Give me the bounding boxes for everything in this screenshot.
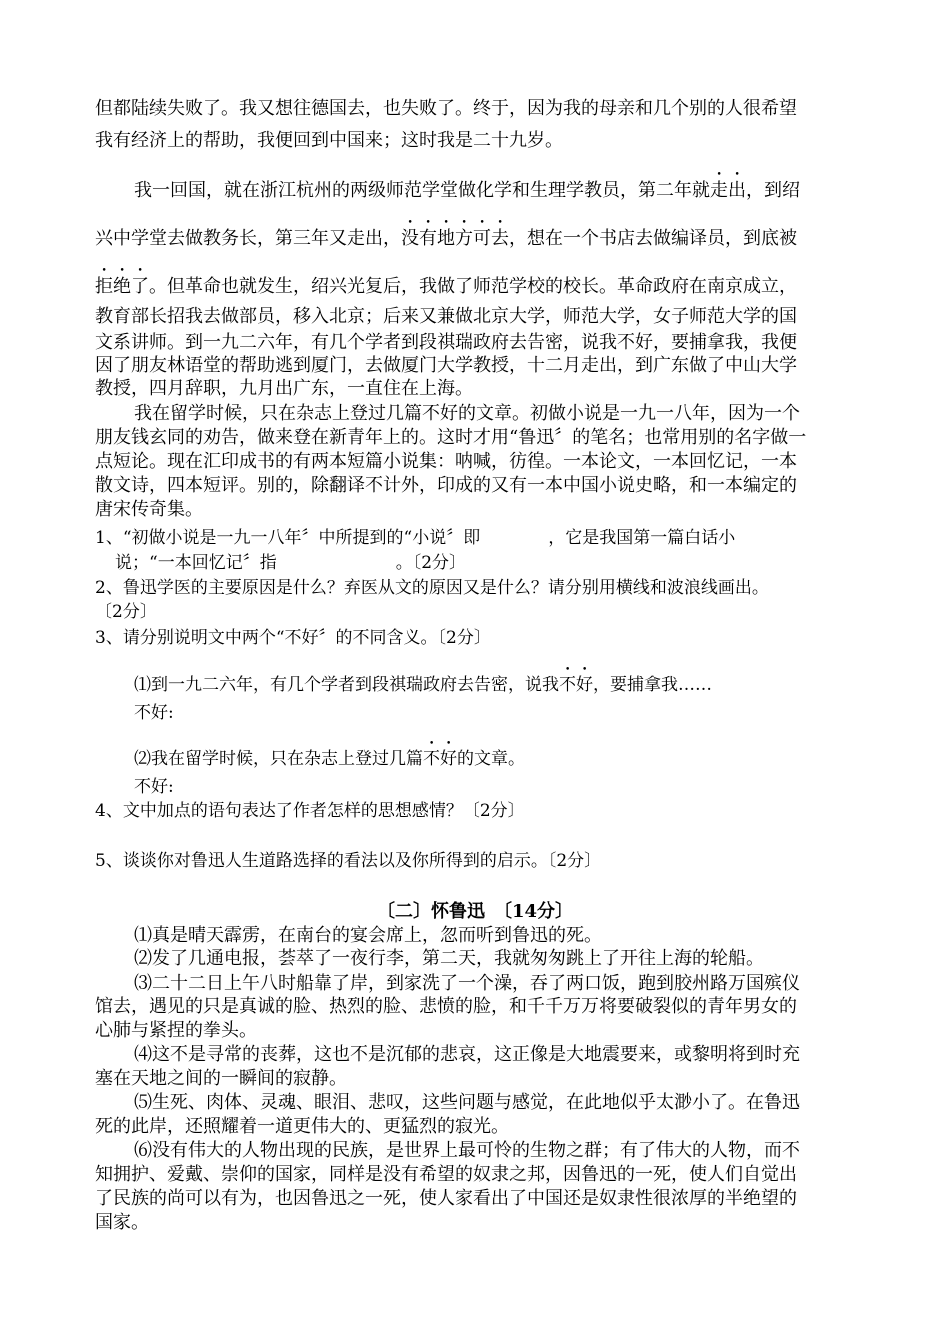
- question-5: 5、谈谈你对鲁迅人生道路选择的看法以及你所得到的启示。〔2分〕: [95, 851, 602, 871]
- emphasized-text: 拒绝了: [95, 276, 149, 297]
- question-2: 2、鲁迅学医的主要原因是什么？弃医从文的原因又是什么？请分别用横线和波浪线画出。: [95, 578, 769, 598]
- text-line: 教育部长招我去做部员，移入北京；后来又兼做北京大学，师范大学，女子师范大学的国: [95, 306, 797, 327]
- paragraph-line: ⑴真是晴天霹雳，在南台的宴会席上，忽而听到鲁迅的死。: [134, 925, 602, 946]
- paragraph-line: 知拥护、爱戴、崇仰的国家，同样是没有希望的奴隶之邦，因鲁迅的一死，使人们自觉出: [95, 1164, 797, 1185]
- emphasized-text: 不好: [559, 675, 593, 695]
- paragraph-line: 死的此岸，还照耀着一道更伟大的、更猛烈的寂光。: [95, 1116, 509, 1137]
- question-1-cont: 说；“一本回忆记〞指 。〔2分〕: [115, 553, 467, 573]
- emphasized-text: 走出: [710, 180, 746, 201]
- emphasized-text: 没有地方可去: [401, 228, 509, 249]
- answer-label: 不好:: [134, 777, 174, 797]
- paragraph-line: ⑶二十二日上午八时船靠了岸，到家洗了一个澡，吞了两口饭，跑到胶州路万国殡仪: [134, 973, 800, 994]
- paragraph-line: 馆去，遇见的只是真诚的脸、热烈的脸、悲愤的脸，和千千万万将要破裂似的青年男女的: [95, 996, 797, 1017]
- text-line-emphasis: 我一回国，就在浙江杭州的两级师范学堂做化学和生理学教员，第二年就走出，到绍: [134, 180, 800, 201]
- paragraph-line: 塞在天地之间的一瞬间的寂静。: [95, 1068, 347, 1089]
- paragraph-line: 心肺与紧捏的拳头。: [95, 1020, 257, 1041]
- question-3-item-1: ⑴到一九二六年，有几个学者到段祺瑞政府去告密，说我不好，要捕拿我……: [134, 675, 712, 695]
- question-3-item-2: ⑵我在留学时候，只在杂志上登过几篇不好的文章。: [134, 749, 525, 769]
- question-2-cont: 〔2分〕: [95, 602, 157, 622]
- question-3: 3、请分别说明文中两个“不好〞的不同含义。〔2分〕: [95, 628, 491, 648]
- text-line: 教授，四月辞职，九月出广东，一直住在上海。: [95, 378, 473, 399]
- question-4: 4、文中加点的语句表达了作者怎样的思想感情？〔2分〕: [95, 801, 525, 821]
- text-line: 点短论。现在汇印成书的有两本短篇小说集：呐喊，彷徨。一本论文，一本回忆记，一本: [95, 451, 797, 472]
- text-line-emphasis: 兴中学堂去做教务长，第三年又走出，没有地方可去，想在一个书店去做编译员，到底被: [95, 228, 797, 249]
- paragraph-line: ⑷这不是寻常的丧葬，这也不是沉郁的悲哀，这正像是大地震要来，或黎明将到时充: [134, 1044, 800, 1065]
- text-line: 散文诗，四本短评。别的，除翻译不计外，印成的又有一本中国小说史略，和一本编定的: [95, 475, 797, 496]
- emphasized-text: 不好: [423, 749, 457, 769]
- text-line: 但都陆续失败了。我又想往德国去，也失败了。终于，因为我的母亲和几个别的人很希望: [95, 98, 797, 119]
- paragraph-line: ⑵发了几通电报，荟萃了一夜行李，第二天，我就匆匆跳上了开往上海的轮船。: [134, 948, 764, 969]
- paragraph-line: 了民族的尚可以有为，也因鲁迅之一死，使人家看出了中国还是奴隶性很浓厚的半绝望的: [95, 1188, 797, 1209]
- answer-label: 不好:: [134, 703, 174, 723]
- text-line: 因了朋友林语堂的帮助逃到厦门，去做厦门大学教授，十二月走出，到广东做了中山大学: [95, 355, 797, 376]
- text-line: 唐宋传奇集。: [95, 499, 203, 520]
- text-line: 我在留学时候，只在杂志上登过几篇不好的文章。初做小说是一九一八年，因为一个: [134, 403, 800, 424]
- text-line-emphasis: 拒绝了。但革命也就发生，绍兴光复后，我做了师范学校的校长。革命政府在南京成立，: [95, 276, 797, 297]
- section-title: 〔二〕怀鲁迅 〔14分〕: [376, 901, 574, 922]
- question-1: 1、“初做小说是一九一八年〞中所提到的“小说〞即 ，它是我国第一篇白话小: [95, 528, 736, 548]
- text-line: 文系讲师。到一九二六年，有几个学者到段祺瑞政府去告密，说我不好，要捕拿我，我便: [95, 332, 797, 353]
- text-line: 我有经济上的帮助，我便回到中国来；这时我是二十九岁。: [95, 130, 563, 151]
- paragraph-line: 国家。: [95, 1212, 149, 1233]
- text-line: 朋友钱玄同的劝告，做来登在新青年上的。这时才用“鲁迅〞的笔名；也常用别的名字做一: [95, 427, 807, 448]
- paragraph-line: ⑹没有伟大的人物出现的民族，是世界上最可怜的生物之群；有了伟大的人物，而不: [134, 1140, 800, 1161]
- paragraph-line: ⑸生死、肉体、灵魂、眼泪、悲叹，这些问题与感觉，在此地似乎太渺小了。在鲁迅: [134, 1092, 800, 1113]
